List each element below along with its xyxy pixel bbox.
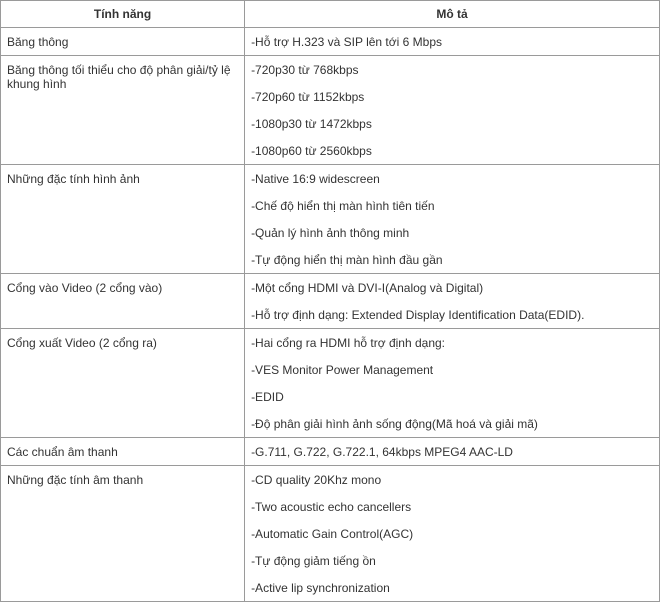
description-line: -Automatic Gain Control(AGC) xyxy=(251,527,414,541)
description-line: -Two acoustic echo cancellers xyxy=(251,500,412,514)
table-row xyxy=(1,466,660,602)
description-line: -Chế độ hiển thị màn hình tiên tiến xyxy=(251,199,435,213)
description-line: -Một cổng HDMI và DVI-I(Analog và Digital) xyxy=(251,281,484,295)
table-row xyxy=(1,28,660,56)
description-line: -720p30 từ 768kbps xyxy=(251,63,359,77)
description-line: -Hai cổng ra HDMI hỗ trợ định dạng: xyxy=(251,336,446,350)
table-row xyxy=(1,438,660,466)
description-cell xyxy=(245,438,660,466)
description-line: -Hỗ trợ H.323 và SIP lên tới 6 Mbps xyxy=(251,35,442,49)
description-line: -Hỗ trợ định dạng: Extended Display Identification Data(EDID). xyxy=(251,308,585,322)
header-feature: Tính năng xyxy=(1,1,245,28)
description-line: -Native 16:9 widescreen xyxy=(251,172,380,186)
feature-cell: Các chuẩn âm thanh xyxy=(1,438,245,466)
feature-cell: Cổng xuất Video (2 cổng ra) xyxy=(1,329,245,438)
description-line: -G.711, G.722, G.722.1, 64kbps MPEG4 AAC-LD xyxy=(251,445,513,459)
table-row xyxy=(1,165,660,274)
description-cell xyxy=(245,165,660,274)
feature-cell: Những đặc tính âm thanh xyxy=(1,466,245,602)
feature-cell: Cổng vào Video (2 cổng vào) xyxy=(1,274,245,329)
description-line: -Độ phân giải hình ảnh sống động(Mã hoá và giải mã) xyxy=(251,417,538,431)
description-line: -CD quality 20Khz mono xyxy=(251,473,382,487)
description-line: -VES Monitor Power Management xyxy=(251,363,434,377)
description-line: -Active lip synchronization xyxy=(251,581,390,595)
table-row xyxy=(1,56,660,165)
spec-body xyxy=(1,28,660,602)
description-cell xyxy=(245,329,660,438)
table-row xyxy=(1,329,660,438)
description-cell xyxy=(245,28,660,56)
description-line: -720p60 từ 1152kbps xyxy=(251,90,365,104)
header-row xyxy=(1,1,660,28)
description-line: -Tự động hiển thị màn hình đầu gần xyxy=(251,253,443,267)
header-description: Mô tả xyxy=(245,1,660,28)
description-line: -EDID xyxy=(251,390,284,404)
feature-cell: Những đặc tính hình ảnh xyxy=(1,165,245,274)
feature-cell: Băng thông tối thiểu cho độ phân giải/tỷ lệ khung hình xyxy=(1,56,245,165)
description-cell xyxy=(245,466,660,602)
description-cell xyxy=(245,274,660,329)
feature-cell: Băng thông xyxy=(1,28,245,56)
description-line: -Quản lý hình ảnh thông minh xyxy=(251,226,410,240)
description-line: -1080p60 từ 2560kbps xyxy=(251,144,372,158)
description-cell xyxy=(245,56,660,165)
description-line: -Tự động giảm tiếng ồn xyxy=(251,554,376,568)
description-line: -1080p30 từ 1472kbps xyxy=(251,117,372,131)
table-row xyxy=(1,274,660,329)
